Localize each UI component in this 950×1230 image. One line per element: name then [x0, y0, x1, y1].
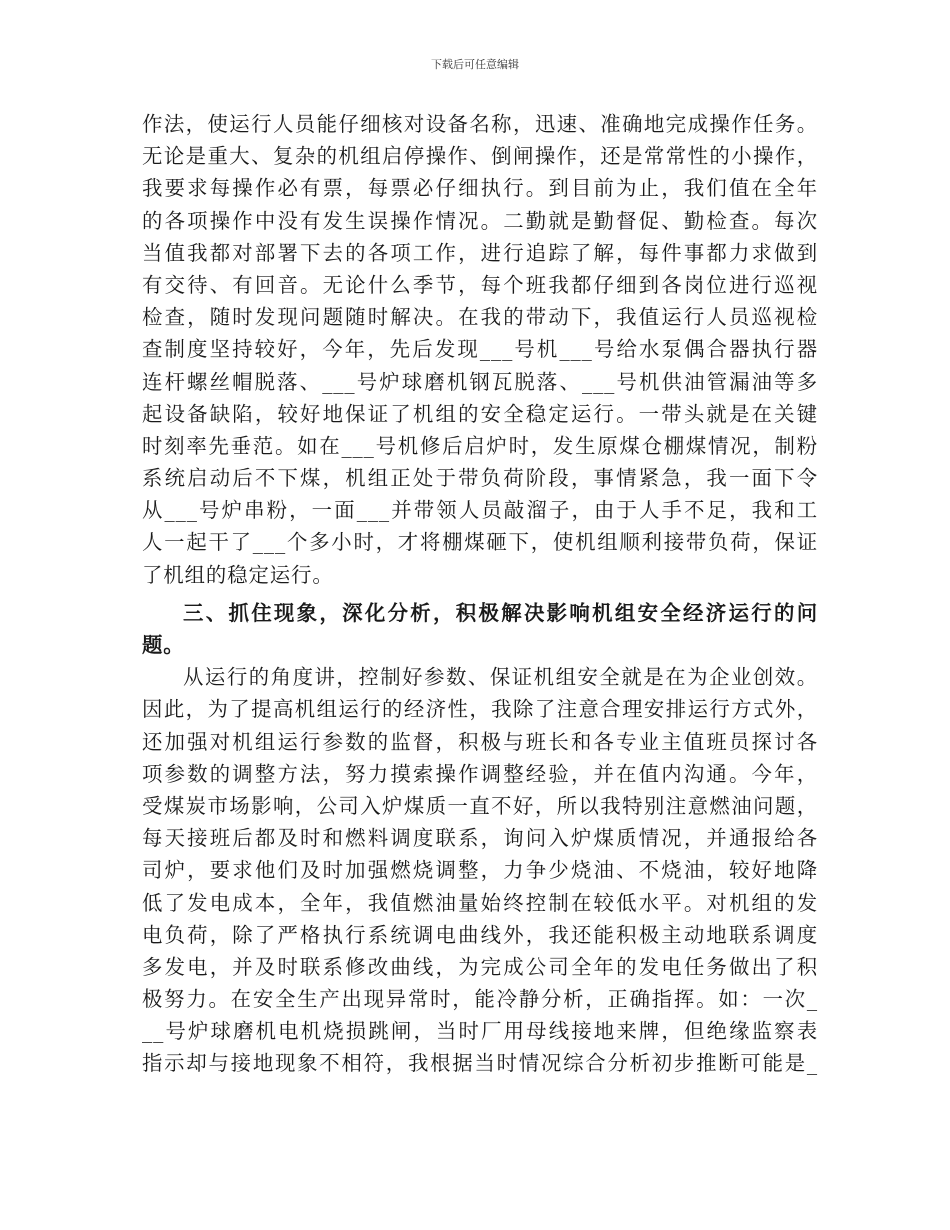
text-line: 极努力。在安全生产出现异常时，能冷静分析，正确指挥。如：一次_ — [142, 987, 818, 1012]
text-line: 司炉，要求他们及时加强燃烧调整，力争少烧油、不烧油，较好地降 — [142, 858, 818, 883]
page-header: 下载后可任意编辑 — [431, 58, 519, 71]
text-line: 连杆螺丝帽脱落、___号炉球磨机钢瓦脱落、___号机供油管漏油等多 — [142, 369, 818, 394]
text-line: 每天接班后都及时和燃料调度联系，询问入炉煤质情况，并通报给各 — [142, 826, 818, 851]
text-line: 起设备缺陷，较好地保证了机组的安全稳定运行。一带头就是在关键 — [142, 401, 818, 426]
text-line: 检查，随时发现问题随时解决。在我的带动下，我值运行人员巡视检 — [142, 305, 818, 330]
text-line: 有交待、有回音。无论什么季节，每个班我都仔细到各岗位进行巡视 — [142, 272, 818, 297]
text-line: 项参数的调整方法，努力摸索操作调整经验，并在值内沟通。今年， — [142, 761, 818, 786]
text-line: 当值我都对部署下去的各项工作，进行追踪了解，每件事都力求做到 — [142, 240, 818, 265]
text-line: 时刻率先垂范。如在___号机修后启炉时，发生原煤仓棚煤情况，制粉 — [142, 433, 818, 458]
text-line: 电负荷，除了严格执行系统调电曲线外，我还能积极主动地联系调度 — [142, 922, 818, 947]
section-heading-continued: 题。 — [142, 633, 185, 657]
text-line: 了机组的稳定运行。 — [142, 562, 334, 587]
text-line: 因此，为了提高机组运行的经济性，我除了注意合理安排运行方式外， — [142, 697, 818, 722]
paragraph-first-line: 从运行的角度讲，控制好参数、保证机组安全就是在为企业创效。 — [183, 665, 818, 690]
text-line: 多发电，并及时联系修改曲线，为完成公司全年的发电任务做出了积 — [142, 954, 818, 979]
text-line: 低了发电成本，全年，我值燃油量始终控制在较低水平。对机组的发 — [142, 890, 818, 915]
body-text — [142, 108, 818, 1080]
text-line: 还加强对机组运行参数的监督，积极与班长和各专业主值班员探讨各 — [142, 729, 818, 754]
text-line: 从___号炉串粉，一面___并带领人员敲溜子，由于人手不足，我和工 — [142, 498, 818, 523]
text-line: 作法，使运行人员能仔细核对设备名称，迅速、准确地完成操作任务。 — [142, 112, 818, 136]
text-line: 受煤炭市场影响，公司入炉煤质一直不好，所以我特别注意燃油问题， — [142, 793, 818, 818]
text-line: 人一起干了___个多小时，才将棚煤砸下，使机组顺利接带负荷，保证 — [142, 530, 818, 555]
text-line: 系统启动后不下煤，机组正处于带负荷阶段，事情紧急，我一面下令 — [142, 466, 818, 491]
text-line: 查制度坚持较好，今年，先后发现___号机___号给水泵偶合器执行器 — [142, 337, 818, 362]
text-line: 无论是重大、复杂的机组启停操作、倒闸操作，还是常常性的小操作， — [142, 144, 818, 169]
text-line: 指示却与接地现象不相符，我根据当时情况综合分析初步推断可能是_ — [142, 1051, 818, 1076]
text-line: __号炉球磨机电机烧损跳闸，当时厂用母线接地来牌，但绝缘监察表 — [142, 1019, 818, 1044]
text-line: 的各项操作中没有发生误操作情况。二勤就是勤督促、勤检查。每次 — [142, 208, 818, 233]
text-line: 我要求每操作必有票，每票必仔细执行。到目前为止，我们值在全年 — [142, 176, 818, 201]
section-heading: 三、抓住现象，深化分析，积极解决影响机组安全经济运行的问 — [183, 600, 818, 625]
